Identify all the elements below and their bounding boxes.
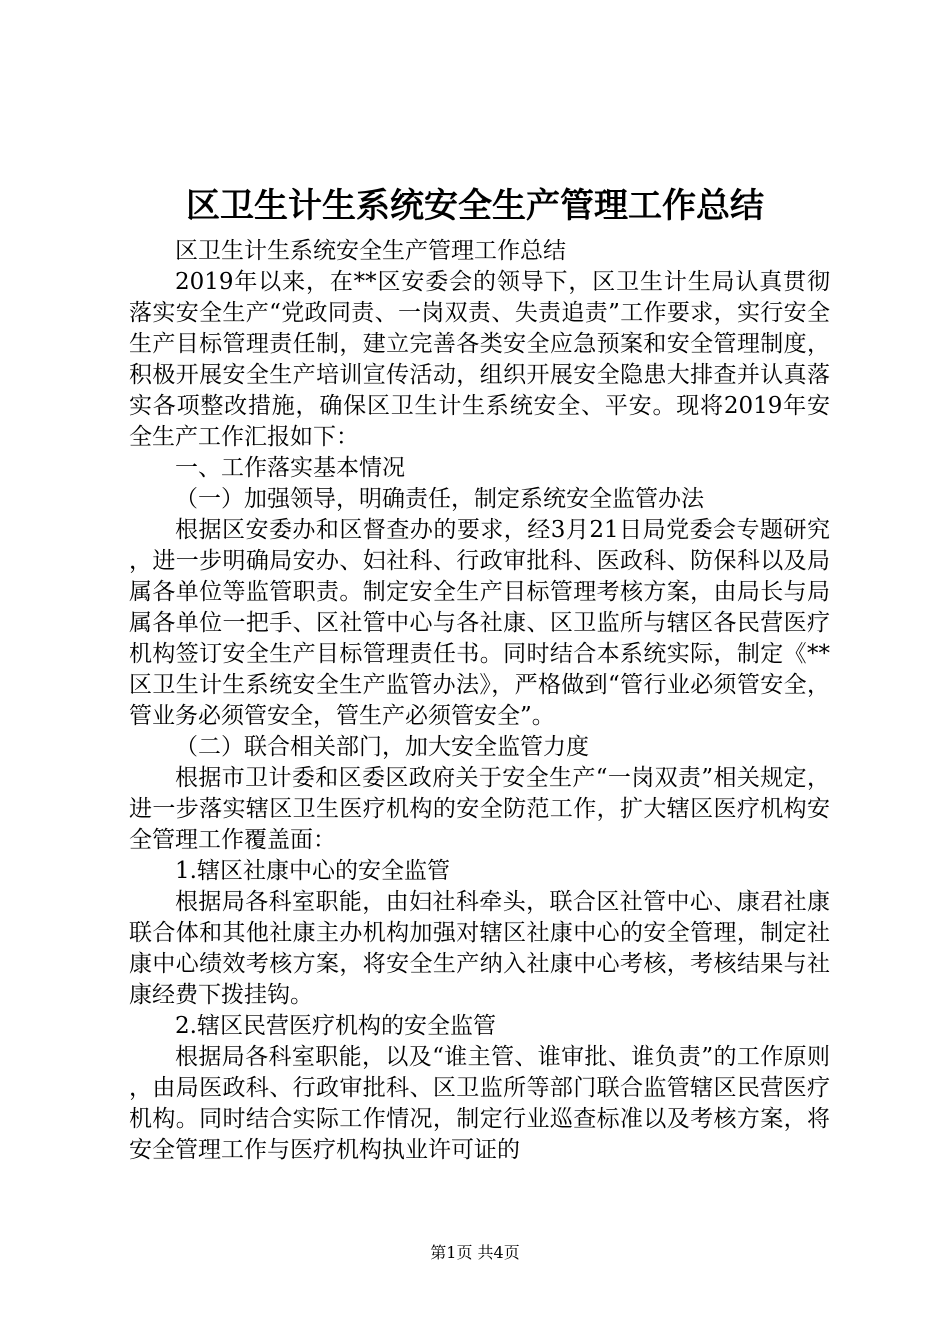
paragraph-body: 根据局各科室职能，由妇社科牵头，联合区社管中心、康君社康联合体和其他社康主办机构加强对辖区社康中心的安全管理，制定社康中心绩效考核方案，将安全生产纳入社康中心考核，考核结果与社康经费下拨挂钩。 (129, 889, 830, 1008)
paragraph-body: 根据市卫计委和区委区政府关于安全生产“一岗双责”相关规定，进一步落实辖区卫生医疗机构的安全防范工作，扩大辖区医疗机构安全管理工作覆盖面： (129, 765, 830, 853)
subsection-heading-2: （二）联合相关部门，加大安全监管力度 (175, 734, 589, 760)
document-body (129, 236, 830, 1166)
section-heading-1: 一、工作落实基本情况 (175, 455, 405, 481)
paragraph-body: 根据区安委办和区督查办的要求，经3月21日局党委会专题研究，进一步明确局安办、妇社科、行政审批科、医政科、防保科以及局属各单位等监管职责。制定安全生产目标管理考核方案，由局长与局属各单位一把手、区社管中心与各社康、区卫监所与辖区各民营医疗机构签订安全生产目标管理责任书。同时结合本系统实际，制定《**区卫生计生系统安全生产监管办法》，严格做到“管行业必须管安全，管业务必须管安全，管生产必须管安全”。 (129, 517, 830, 729)
paragraph-body: 根据局各科室职能，以及“谁主管、谁审批、谁负责”的工作原则，由局医政科、行政审批科、区卫监所等部门联合监管辖区民营医疗机构。同时结合实际工作情况，制定行业巡查标准以及考核方案，将安全管理工作与医疗机构执业许可证的 (129, 1044, 830, 1163)
paragraph-subtitle: 区卫生计生系统安全生产管理工作总结 (175, 238, 566, 264)
subsection-heading-1: （一）加强领导，明确责任，制定系统安全监管办法 (175, 486, 704, 512)
page-title: 区卫生计生系统安全生产管理工作总结 (186, 186, 764, 226)
page-footer: 第1页 共4页 (430, 1243, 520, 1262)
item-heading-1: 1.辖区社康中心的安全监管 (175, 858, 450, 884)
item-heading-2: 2.辖区民营医疗机构的安全监管 (175, 1013, 496, 1039)
paragraph-intro: 2019年以来，在**区安委会的领导下，区卫生计生局认真贯彻落实安全生产“党政同责、一岗双责、失责追责”工作要求，实行安全生产目标管理责任制，建立完善各类安全应急预案和安全管理制度，积极开展安全生产培训宣传活动，组织开展安全隐患大排查并认真落实各项整改措施，确保区卫生计生系统安全、平安。现将2019年安全生产工作汇报如下： (129, 269, 830, 450)
